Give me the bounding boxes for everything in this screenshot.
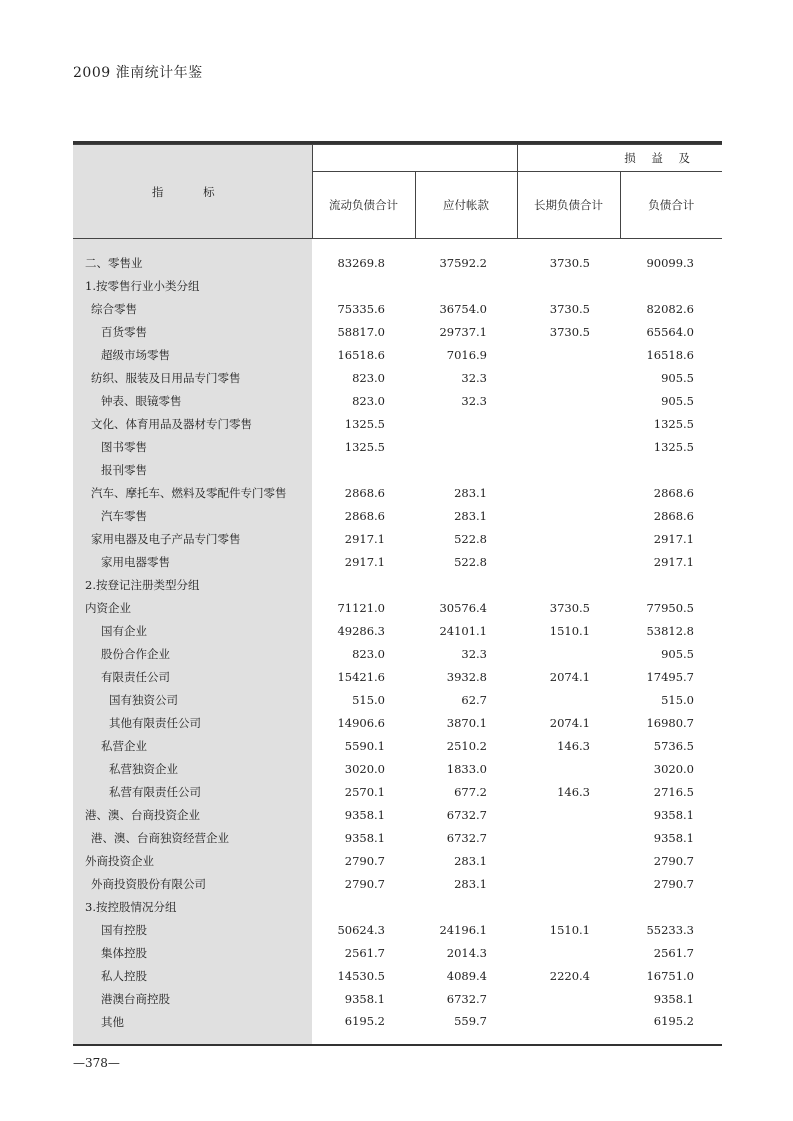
- row-label: 港、澳、台商独资经营企业: [73, 826, 312, 849]
- cell-value: 83269.8: [337, 255, 385, 270]
- running-head: 2009 淮南统计年鉴: [73, 65, 203, 81]
- cell-value: 146.3: [557, 738, 590, 753]
- cell-value: 2510.2: [446, 738, 487, 753]
- cell-value: 2868.6: [653, 508, 694, 523]
- cell-value: [415, 435, 517, 458]
- table-row: [73, 872, 722, 895]
- table-row: [73, 665, 722, 688]
- table-row: [73, 780, 722, 803]
- cell-value: 823.0: [352, 393, 385, 408]
- cell-value: 2917.1: [344, 531, 385, 546]
- cell-value: 1833.0: [446, 761, 487, 776]
- cell-value: 32.3: [461, 370, 487, 385]
- cell-value: 3870.1: [446, 715, 487, 730]
- row-label: 二、零售业: [73, 239, 312, 275]
- cell-value: 905.5: [661, 646, 694, 661]
- table-row: [73, 550, 722, 573]
- cell-value: [517, 642, 620, 665]
- table-row: [73, 527, 722, 550]
- column-header: 流动负债合计: [312, 172, 415, 239]
- cell-value: 823.0: [352, 370, 385, 385]
- cell-value: 65564.0: [646, 324, 694, 339]
- row-label: 股份合作企业: [73, 642, 312, 665]
- cell-value: 36754.0: [439, 301, 487, 316]
- cell-value: 82082.6: [646, 301, 694, 316]
- cell-value: [517, 343, 620, 366]
- cell-value: 14530.5: [337, 968, 385, 983]
- cell-value: [517, 826, 620, 849]
- cell-value: 77950.5: [646, 600, 694, 615]
- cell-value: 24101.1: [439, 623, 487, 638]
- cell-value: [517, 366, 620, 389]
- cell-value: 32.3: [461, 646, 487, 661]
- table-row: [73, 320, 722, 343]
- row-label: 国有控股: [73, 918, 312, 941]
- cell-value: [517, 757, 620, 780]
- row-label: 图书零售: [73, 435, 312, 458]
- table-row: [73, 435, 722, 458]
- cell-value: [517, 803, 620, 826]
- cell-value: [517, 550, 620, 573]
- row-label: 文化、体育用品及器材专门零售: [73, 412, 312, 435]
- group-header: 损 益 及: [517, 145, 722, 172]
- table-row: [73, 297, 722, 320]
- cell-value: 1325.5: [344, 416, 385, 431]
- cell-value: [517, 849, 620, 872]
- cell-value: 515.0: [661, 692, 694, 707]
- cell-value: 6195.2: [344, 1014, 385, 1028]
- table-row: [73, 918, 722, 941]
- cell-value: 5736.5: [653, 738, 694, 753]
- cell-value: 677.2: [454, 784, 487, 799]
- cell-value: [517, 987, 620, 1010]
- row-label: 私营有限责任公司: [73, 780, 312, 803]
- cell-value: 9358.1: [344, 807, 385, 822]
- cell-value: 515.0: [352, 692, 385, 707]
- cell-value: [620, 274, 722, 297]
- cell-value: 1510.1: [549, 922, 590, 937]
- cell-value: 9358.1: [344, 991, 385, 1006]
- cell-value: 146.3: [557, 784, 590, 799]
- row-label: 其他有限责任公司: [73, 711, 312, 734]
- cell-value: 3730.5: [549, 324, 590, 339]
- cell-value: [517, 389, 620, 412]
- cell-value: 2074.1: [549, 715, 590, 730]
- cell-value: 9358.1: [653, 830, 694, 845]
- cell-value: [415, 895, 517, 918]
- cell-value: 2790.7: [344, 853, 385, 868]
- cell-value: 3730.5: [549, 255, 590, 270]
- cell-value: 2014.3: [446, 945, 487, 960]
- row-label: 私营独资企业: [73, 757, 312, 780]
- table-row: [73, 596, 722, 619]
- cell-value: 905.5: [661, 370, 694, 385]
- cell-value: 37592.2: [439, 255, 487, 270]
- row-label: 内资企业: [73, 596, 312, 619]
- page-number: —378—: [73, 1056, 120, 1070]
- cell-value: [312, 895, 415, 918]
- table-body: [73, 239, 722, 1045]
- cell-value: 2561.7: [344, 945, 385, 960]
- cell-value: 71121.0: [337, 600, 385, 615]
- row-label: 有限责任公司: [73, 665, 312, 688]
- row-label: 外商投资企业: [73, 849, 312, 872]
- cell-value: 30576.4: [439, 600, 487, 615]
- table-row: [73, 826, 722, 849]
- cell-value: 6195.2: [653, 1014, 694, 1028]
- cell-value: [517, 941, 620, 964]
- table-row: [73, 504, 722, 527]
- cell-value: 559.7: [454, 1014, 487, 1028]
- table-row: [73, 366, 722, 389]
- row-label: 汽车零售: [73, 504, 312, 527]
- row-label: 其他: [73, 1010, 312, 1044]
- cell-value: [517, 527, 620, 550]
- table-row: [73, 642, 722, 665]
- cell-value: 283.1: [454, 876, 487, 891]
- cell-value: [620, 458, 722, 481]
- table-row: [73, 987, 722, 1010]
- cell-value: [415, 573, 517, 596]
- cell-value: 58817.0: [337, 324, 385, 339]
- cell-value: 283.1: [454, 508, 487, 523]
- row-label: 汽车、摩托车、燃料及零配件专门零售: [73, 481, 312, 504]
- cell-value: [517, 504, 620, 527]
- cell-value: [312, 573, 415, 596]
- cell-value: 4089.4: [446, 968, 487, 983]
- table-row: [73, 964, 722, 987]
- cell-value: 1325.5: [653, 416, 694, 431]
- cell-value: [517, 895, 620, 918]
- cell-value: 9358.1: [653, 991, 694, 1006]
- cell-value: 2570.1: [344, 784, 385, 799]
- table-row: [73, 757, 722, 780]
- cell-value: 3020.0: [653, 761, 694, 776]
- cell-value: [517, 481, 620, 504]
- row-label: 综合零售: [73, 297, 312, 320]
- table-row: [73, 619, 722, 642]
- table-row: [73, 734, 722, 757]
- cell-value: 16518.6: [646, 347, 694, 362]
- table-row: [73, 688, 722, 711]
- cell-value: 905.5: [661, 393, 694, 408]
- cell-value: 1325.5: [653, 439, 694, 454]
- table-row: [73, 412, 722, 435]
- indicator-header: 指 标: [73, 145, 312, 239]
- row-label: 港澳台商控股: [73, 987, 312, 1010]
- cell-value: [312, 458, 415, 481]
- cell-value: [517, 688, 620, 711]
- cell-value: [517, 412, 620, 435]
- cell-value: 14906.6: [337, 715, 385, 730]
- cell-value: [312, 274, 415, 297]
- row-label: 报刊零售: [73, 458, 312, 481]
- cell-value: [517, 274, 620, 297]
- row-label: 家用电器及电子产品专门零售: [73, 527, 312, 550]
- cell-value: 15421.6: [337, 669, 385, 684]
- cell-value: 2917.1: [653, 554, 694, 569]
- cell-value: 17495.7: [646, 669, 694, 684]
- cell-value: 2220.4: [549, 968, 590, 983]
- blank-group-header: [312, 145, 517, 172]
- cell-value: 90099.3: [646, 255, 694, 270]
- table-row: [73, 274, 722, 297]
- cell-value: 6732.7: [446, 830, 487, 845]
- row-label: 国有企业: [73, 619, 312, 642]
- cell-value: 32.3: [461, 393, 487, 408]
- column-header: 负债合计: [620, 172, 722, 239]
- cell-value: 2868.6: [344, 485, 385, 500]
- row-label: 2.按登记注册类型分组: [73, 573, 312, 596]
- table-row: [73, 481, 722, 504]
- cell-value: 53812.8: [646, 623, 694, 638]
- cell-value: [620, 895, 722, 918]
- cell-value: 2917.1: [653, 531, 694, 546]
- cell-value: 3730.5: [549, 301, 590, 316]
- row-label: 钟表、眼镜零售: [73, 389, 312, 412]
- cell-value: 1325.5: [344, 439, 385, 454]
- row-label: 纺织、服装及日用品专门零售: [73, 366, 312, 389]
- row-label: 3.按控股情况分组: [73, 895, 312, 918]
- cell-value: [415, 274, 517, 297]
- cell-value: 2917.1: [344, 554, 385, 569]
- table-row: [73, 573, 722, 596]
- cell-value: 75335.6: [337, 301, 385, 316]
- cell-value: 6732.7: [446, 991, 487, 1006]
- cell-value: 283.1: [454, 485, 487, 500]
- cell-value: 522.8: [454, 531, 487, 546]
- cell-value: 62.7: [461, 692, 487, 707]
- cell-value: 3020.0: [344, 761, 385, 776]
- cell-value: [517, 872, 620, 895]
- cell-value: 2790.7: [653, 876, 694, 891]
- table-row: [73, 895, 722, 918]
- table-row: [73, 343, 722, 366]
- cell-value: 2790.7: [653, 853, 694, 868]
- cell-value: 6732.7: [446, 807, 487, 822]
- cell-value: [517, 458, 620, 481]
- row-label: 国有独资公司: [73, 688, 312, 711]
- statistics-table: [73, 141, 722, 1046]
- column-header: 应付帐款: [415, 172, 517, 239]
- column-header: 长期负债合计: [517, 172, 620, 239]
- cell-value: 823.0: [352, 646, 385, 661]
- cell-value: 16980.7: [646, 715, 694, 730]
- row-label: 外商投资股份有限公司: [73, 872, 312, 895]
- table-row: [73, 711, 722, 734]
- cell-value: [620, 573, 722, 596]
- cell-value: [415, 412, 517, 435]
- cell-value: 2074.1: [549, 669, 590, 684]
- cell-value: 7016.9: [446, 347, 487, 362]
- table-row: [73, 389, 722, 412]
- cell-value: 2868.6: [653, 485, 694, 500]
- table-row: [73, 458, 722, 481]
- cell-value: 55233.3: [646, 922, 694, 937]
- cell-value: [517, 435, 620, 458]
- row-label: 家用电器零售: [73, 550, 312, 573]
- cell-value: 16518.6: [337, 347, 385, 362]
- cell-value: 24196.1: [439, 922, 487, 937]
- cell-value: 50624.3: [337, 922, 385, 937]
- table-row: [73, 941, 722, 964]
- cell-value: 3730.5: [549, 600, 590, 615]
- cell-value: 9358.1: [653, 807, 694, 822]
- cell-value: 49286.3: [337, 623, 385, 638]
- cell-value: 29737.1: [439, 324, 487, 339]
- table-row: [73, 803, 722, 826]
- row-label: 港、澳、台商投资企业: [73, 803, 312, 826]
- cell-value: 283.1: [454, 853, 487, 868]
- cell-value: 2716.5: [653, 784, 694, 799]
- cell-value: 2868.6: [344, 508, 385, 523]
- cell-value: 2790.7: [344, 876, 385, 891]
- cell-value: 16751.0: [646, 968, 694, 983]
- row-label: 1.按零售行业小类分组: [73, 274, 312, 297]
- table-row: [73, 849, 722, 872]
- cell-value: 5590.1: [344, 738, 385, 753]
- table-row: [73, 239, 722, 275]
- table-row: [73, 1010, 722, 1044]
- cell-value: [415, 458, 517, 481]
- row-label: 百货零售: [73, 320, 312, 343]
- cell-value: [517, 1010, 620, 1044]
- cell-value: 3932.8: [446, 669, 487, 684]
- table-bottom-rule: [73, 1044, 722, 1046]
- cell-value: 9358.1: [344, 830, 385, 845]
- row-label: 私人控股: [73, 964, 312, 987]
- row-label: 私营企业: [73, 734, 312, 757]
- row-label: 集体控股: [73, 941, 312, 964]
- cell-value: [517, 573, 620, 596]
- row-label: 超级市场零售: [73, 343, 312, 366]
- cell-value: 2561.7: [653, 945, 694, 960]
- cell-value: 1510.1: [549, 623, 590, 638]
- cell-value: 522.8: [454, 554, 487, 569]
